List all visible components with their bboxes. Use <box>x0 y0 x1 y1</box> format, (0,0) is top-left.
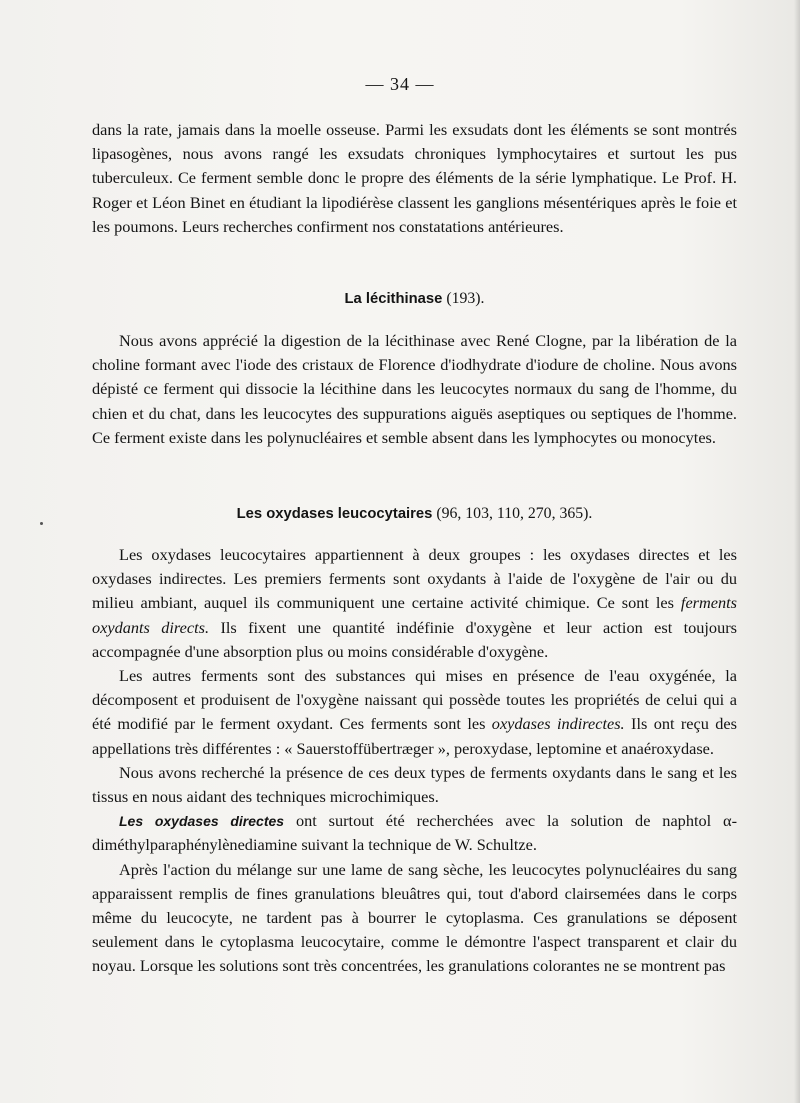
paragraph-research: Nous avons recherché la présence de ces deux types de ferments oxydants dans le sang et les tissus en nous aidant des techniques microchimiques. <box>92 762 737 807</box>
emphasis-text: oxydases indirectes. <box>491 714 625 734</box>
heading-title: La lécithinase <box>344 291 443 307</box>
heading-refs: (96, 103, 110, 270, 365). <box>436 505 593 522</box>
lecithinase-paragraph-block <box>92 329 737 450</box>
section-heading-oxydases <box>92 505 737 523</box>
page-number: — 34 — <box>365 74 435 94</box>
emphasis-text: ferments oxydants directs. <box>92 593 737 637</box>
intro-paragraph: dans la rate, jamais dans la moelle osseuse. Parmi les exsudats dont les éléments se sont montrés lipasogènes, nous avons rangé les exsudats chroniques lymphocytaires et surtout les pus tuberculeux. Ce ferment semble donc le propre des éléments de la série lymphatique. Le Prof. H. Roger et Léon Binet en étudiant la lipodiérèse classent les ganglions mésentériques après le foie et les poumons. Leurs recherches confirment nos constatations antérieures. <box>92 120 737 236</box>
paragraph-indirect <box>92 664 737 761</box>
lecithinase-paragraph: Nous avons apprécié la digestion de la lécithinase avec René Clogne, par la libération de la choline formant avec l'iode des cristaux de Florence d'iodhydrate d'iodure de choline. Nous avons dépisté ce ferment qui dissocie la lécithine dans les leucocytes normaux du sang de l'homme, du chien et du chat, dans les leucocytes des suppurations aiguës aseptiques ou septiques de l'homme. Ce ferment existe dans les polynucléaires et semble absent dans les lymphocytes ou monocytes. <box>92 331 737 447</box>
paragraph-granulations: Après l'action du mélange sur une lame de sang sèche, les leucocytes polynucléaires du sang apparaissent remplis de fines granulations bleuâtres qui, tout d'abord clairsemées dans le corps même du leucocyte, ne tardent pas à bourrer le cytoplasma. Ces granulations se déposent seulement dans le cytoplasma leucocytaire, comme le démontre l'aspect transparent et clair du noyau. Lorsque les solutions sont très concentrées, les granulations colorantes ne se montrent pas <box>92 859 737 976</box>
text-run: Ils ont reçu des appellations très différentes : « Sauerstoffübertræger », peroxydase, leptomine et anaéroxydase. <box>92 714 737 758</box>
paragraph-groups <box>92 543 737 664</box>
text-run: ont surtout été recherchées avec la solution de naphtol α-diméthylparaphénylènediamine suivant la technique de W. Schultze. <box>92 811 737 855</box>
text-run: Les autres ferments sont des substances qui mises en présence de l'eau oxygénée, la décomposent et produisent de l'oxygène naissant qui possède toutes les propriétés de celui qui a été modifié par le ferment oxydant. Ces ferments sont les <box>92 666 737 734</box>
intro-paragraph-block <box>92 118 737 239</box>
text-run: Les oxydases leucocytaires appartiennent à deux groupes : les oxydases directes et les oxydases indirectes. Les premiers ferments sont oxydants à l'aide de l'oxygène de l'air ou du milieu ambiant, auquel ils communiquent une certaine activité chimique. Ce sont les <box>92 545 737 613</box>
run-in-heading: Les oxydases directes <box>119 813 285 830</box>
text-run: Ils fixent une quantité indéfinie d'oxygène et leur action est toujours accompagnée d'une absorption plus ou moins considérable d'oxygène. <box>92 617 737 661</box>
section-heading-lecithinase <box>92 290 737 308</box>
scan-speck <box>40 522 43 525</box>
heading-title: Les oxydases leucocytaires <box>236 506 433 522</box>
heading-refs: (193). <box>446 290 485 307</box>
page-edge-shadow <box>794 0 800 1103</box>
paragraph-direct-oxydases <box>92 809 737 857</box>
oxydases-text-block <box>92 543 737 979</box>
